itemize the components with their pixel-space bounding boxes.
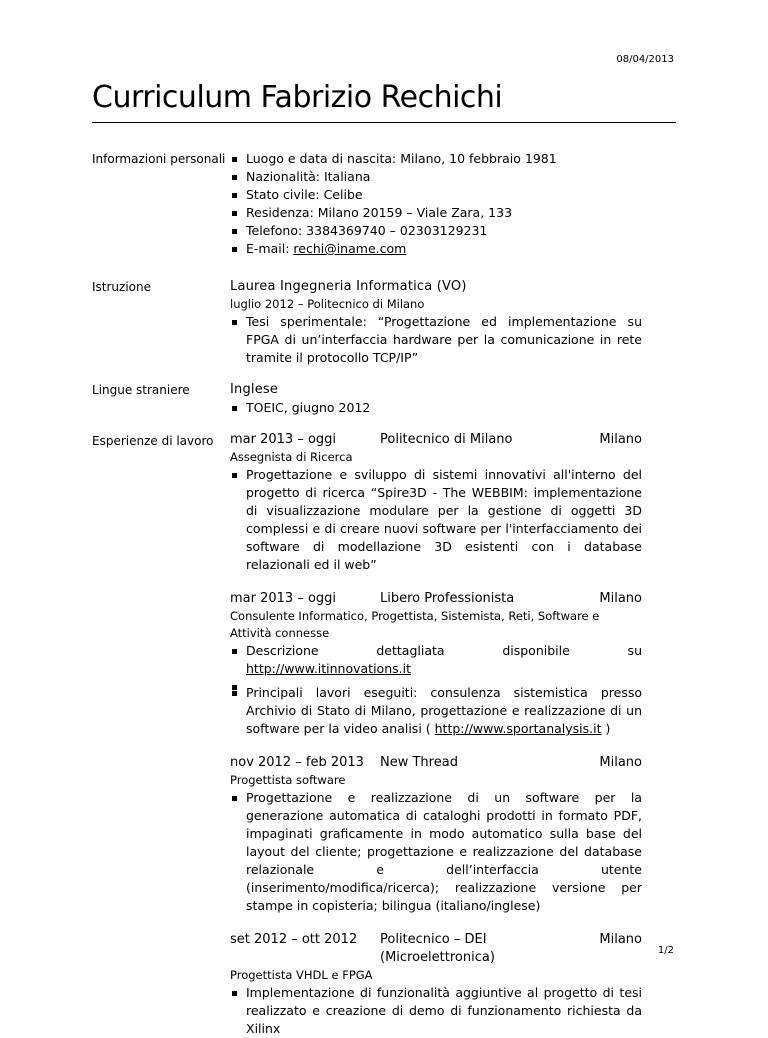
job-header — [230, 754, 642, 772]
job-organization: New Thread — [380, 755, 458, 770]
job-period: mar 2013 – oggi — [230, 432, 337, 447]
title-divider — [92, 122, 676, 123]
bullet-text: Descrizione dettagliata disponibile su — [246, 643, 642, 658]
job-bullets — [230, 984, 642, 1038]
list-item: Residenza: Milano 20159 – Viale Zara, 133 — [230, 204, 642, 222]
website-link[interactable]: http://www.sportanalysis.it — [434, 721, 602, 736]
languages-section — [230, 381, 642, 417]
job-city: Milano — [599, 932, 642, 947]
degree-date-institution: luglio 2012 – Politecnico di Milano — [230, 297, 425, 311]
job-period: mar 2013 – oggi — [230, 591, 337, 606]
page-number: 1/2 — [657, 945, 674, 956]
job-role: Consulente Informatico, Progettista, Sistemista, Reti, Software e Attività connesse — [230, 609, 600, 640]
section-label-languages: Lingue straniere — [92, 383, 190, 397]
list-item — [230, 642, 642, 678]
experience-section — [230, 431, 642, 1038]
job-role: Progettista VHDL e FPGA — [230, 968, 373, 982]
job-city: Milano — [599, 755, 642, 770]
personal-info-section — [230, 150, 642, 258]
job-period: set 2012 – ott 2012 — [230, 932, 358, 947]
job-bullets — [230, 789, 642, 915]
job-organization: Politecnico di Milano — [380, 432, 513, 447]
job-entry — [230, 754, 642, 915]
bullet-text: Principali lavori eseguiti: consulenza sistemistica presso Archivio di Stato di Milano, progettazione e realizzazione di un software per la video analisi ( — [246, 685, 642, 736]
education-section — [230, 278, 642, 367]
list-item: Progettazione e sviluppo di sistemi innovativi all'interno del progetto di ricerca “Spire3D - The WEBBIM: implementazione di visualizzazione modulare per la gestione di oggetti 3D complessi e di creare nuovi software per l'interfacciamento dei software di modellazione 3D esistenti con i database relazionali ed il web” — [230, 466, 642, 574]
education-list — [230, 313, 642, 367]
job-entry — [230, 931, 642, 1038]
job-header — [230, 431, 642, 449]
list-item: Nazionalità: Italiana — [230, 168, 642, 186]
job-role: Progettista software — [230, 773, 346, 787]
job-organization: Libero Professionista — [380, 591, 515, 606]
job-entry — [230, 431, 642, 574]
job-entry — [230, 590, 642, 738]
degree-title: Laurea Ingegneria Informatica (VO) — [230, 279, 467, 294]
list-item: Luogo e data di nascita: Milano, 10 febbraio 1981 — [230, 150, 642, 168]
list-item: Tesi sperimentale: “Progettazione ed implementazione su FPGA di un’interfaccia hardware per la comunicazione in rete tramite il protocollo TCP/IP” — [230, 313, 642, 367]
website-link[interactable]: http://www.itinnovations.it — [246, 661, 411, 676]
list-item: Implementazione di funzionalità aggiuntive al progetto di tesi realizzato e creazione di demo di funzionamento richiesta da Xilinx — [230, 984, 642, 1038]
job-bullets — [230, 642, 642, 738]
section-label-education: Istruzione — [92, 280, 151, 294]
document-date: 08/04/2013 — [616, 54, 674, 65]
personal-info-list — [230, 150, 642, 258]
list-item: Stato civile: Celibe — [230, 186, 642, 204]
languages-list — [230, 399, 642, 417]
job-organization: Politecnico – DEI (Microelettronica) — [380, 932, 495, 965]
job-role: Assegnista di Ricerca — [230, 450, 353, 464]
job-city: Milano — [599, 432, 642, 447]
section-label-personal: Informazioni personali — [92, 152, 226, 166]
list-item: Telefono: 3384369740 – 02303129231 — [230, 222, 642, 240]
job-header — [230, 590, 642, 608]
job-header — [230, 931, 642, 967]
list-item: Progettazione e realizzazione di un software per la generazione automatica di cataloghi prodotti in formato PDF, impaginati graficamente in modo automatico sulla base del layout del cliente; progettazione e realizzazione del database relazionale e dell’interfaccia utente (inserimento/modifica/ricerca); realizzazione versione per stampe in copisteria; bilingua (italiano/inglese) — [230, 789, 642, 915]
list-item: TOEIC, giugno 2012 — [230, 399, 642, 417]
page-title: Curriculum Fabrizio Rechichi — [92, 80, 503, 115]
bullet-text: ) — [601, 721, 611, 736]
list-item — [230, 684, 642, 738]
list-item-email — [230, 240, 642, 258]
section-label-experience: Esperienze di lavoro — [92, 434, 214, 448]
job-period: nov 2012 – feb 2013 — [230, 755, 364, 770]
language-name: Inglese — [230, 382, 279, 397]
email-link[interactable]: rechi@iname.com — [293, 241, 407, 256]
job-bullets — [230, 466, 642, 574]
email-label: E-mail: — [246, 241, 294, 256]
job-city: Milano — [599, 591, 642, 606]
